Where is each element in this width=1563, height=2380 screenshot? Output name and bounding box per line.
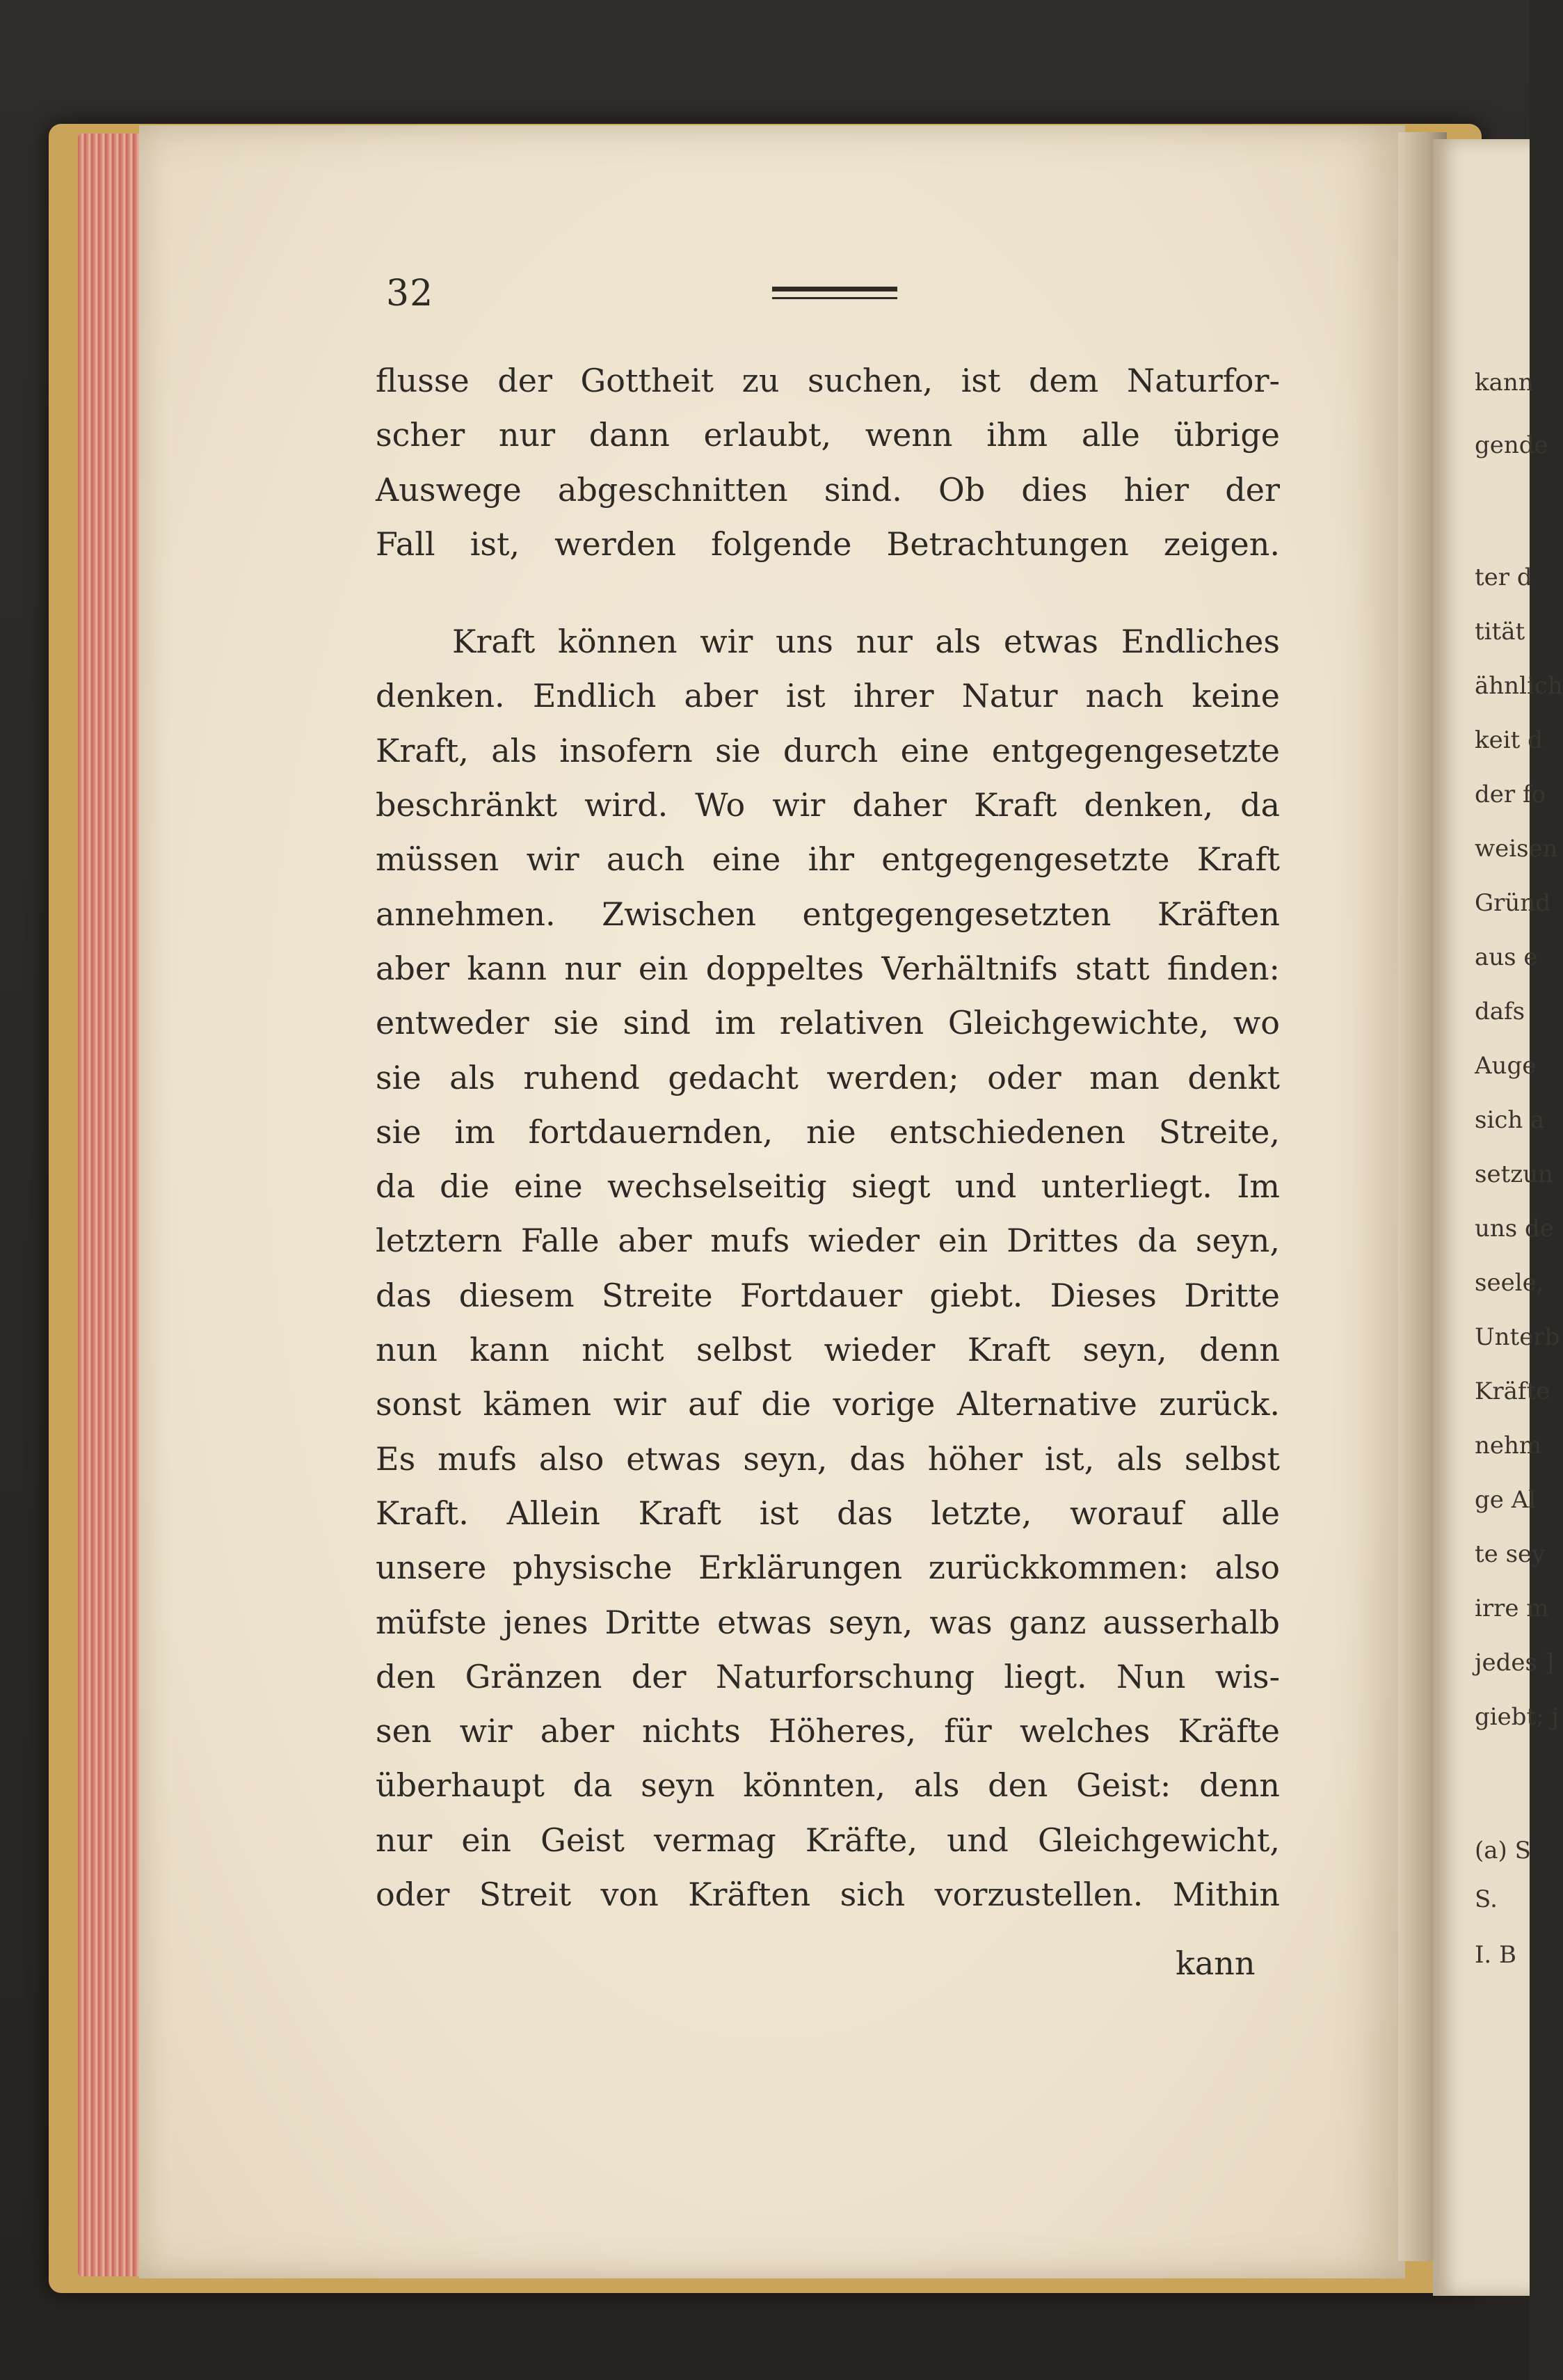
text-line: scher nur dann erlaubt, wenn ihm alle übrige [376,416,1280,454]
facing-line: keit d [1475,726,1543,754]
facing-line: (a) S [1475,1837,1531,1864]
facing-line: Gründ [1475,889,1550,917]
text-line: Es mufs also etwas seyn, das höher ist, als selbst [376,1439,1280,1478]
facing-line: aus e [1475,943,1538,971]
catchword: kann [1176,1944,1256,1982]
facing-page [1433,139,1563,2296]
text-line: oder Streit von Kräften sich vorzustellen. Mithin [376,1876,1280,1914]
text-line: müssen wir auch eine ihr entgegengesetzte Kraft [376,840,1280,879]
facing-line: setzun [1475,1160,1553,1188]
text-line: da die eine wechselseitig siegt und unterliegt. Im [376,1167,1280,1206]
facing-line: jedes ] [1475,1649,1555,1677]
facing-line: ter d [1475,564,1532,591]
text-line: flusse der Gottheit zu suchen, ist dem Naturfor- [376,362,1280,399]
facing-line: te sey [1475,1540,1546,1568]
text-line: aber kann nur ein doppeltes Verhältnifs statt finden: [376,949,1280,987]
paragraph [376,614,1280,1922]
facing-line: dafs [1475,998,1525,1025]
text-line: Fall ist, werden folgende Betrachtungen zeigen. [376,525,1280,563]
facing-line: der fo [1475,781,1546,808]
text-line: überhaupt da seyn könnten, als den Geist: denn [376,1766,1280,1805]
facing-line: weisen [1475,835,1558,863]
facing-line: Unterb [1475,1323,1560,1351]
text-line: das diesem Streite Fortdauer giebt. Dieses Dritte [376,1276,1280,1314]
facing-line: seele, [1475,1269,1544,1297]
facing-line: irre m [1475,1595,1549,1622]
facing-line: uns de [1475,1215,1554,1243]
header-rule [772,287,897,299]
text-line: Kraft, als insofern sie durch eine entgegengesetzte [376,731,1280,769]
facing-line: ähnlich [1475,672,1563,700]
facing-line: sich a [1475,1106,1545,1134]
text-line: sonst kämen wir auf die vorige Alternative zurück. [376,1385,1280,1423]
facing-line: ge Al [1475,1486,1537,1514]
paragraph-gap [376,571,1280,614]
paragraph [376,353,1280,571]
facing-line: giebt; j [1475,1703,1559,1731]
facing-line: Kräfte [1475,1377,1550,1405]
text-line: Kraft können wir uns nur als etwas Endliches [452,623,1280,661]
text-line: sie als ruhend gedacht werden; oder man denkt [376,1058,1280,1096]
text-line: müfste jenes Dritte etwas seyn, was ganz ausserhalb [376,1603,1280,1641]
facing-line: I. B [1475,1941,1517,1969]
body-text [376,353,1280,1922]
facing-line: Auge [1475,1052,1537,1080]
text-line: Auswege abgeschnitten sind. Ob dies hier der [376,470,1280,509]
facing-line: gende [1475,431,1548,459]
text-line: entweder sie sind im relativen Gleichgewichte, wo [376,1004,1280,1042]
text-line: beschränkt wird. Wo wir daher Kraft denken, da [376,786,1280,824]
text-line: sie im fortdauernden, nie entschiedenen Streite, [376,1112,1280,1151]
text-line: sen wir aber nichts Höheres, für welches Kräfte [376,1712,1280,1750]
text-line: nun kann nicht selbst wieder Kraft seyn, denn [376,1331,1280,1369]
facing-line: kann [1475,369,1534,397]
text-line: letztern Falle aber mufs wieder ein Drittes da seyn, [376,1222,1280,1260]
text-line: den Gränzen der Naturforschung liegt. Nun wis- [376,1657,1280,1695]
text-line: denken. Endlich aber ist ihrer Natur nach keine [376,677,1280,715]
facing-line: nehm [1475,1432,1542,1460]
text-line: unsere physische Erklärungen zurückkommen: also [376,1549,1280,1587]
page-number: 32 [386,273,434,314]
text-line: annehmen. Zwischen entgegengesetzten Kräften [376,895,1280,933]
text-line: Kraft. Allein Kraft ist das letzte, worauf alle [376,1494,1280,1532]
facing-line: S. [1475,1885,1498,1913]
text-line: nur ein Geist vermag Kräfte, und Gleichgewicht, [376,1821,1280,1859]
facing-line: tität [1475,618,1525,646]
